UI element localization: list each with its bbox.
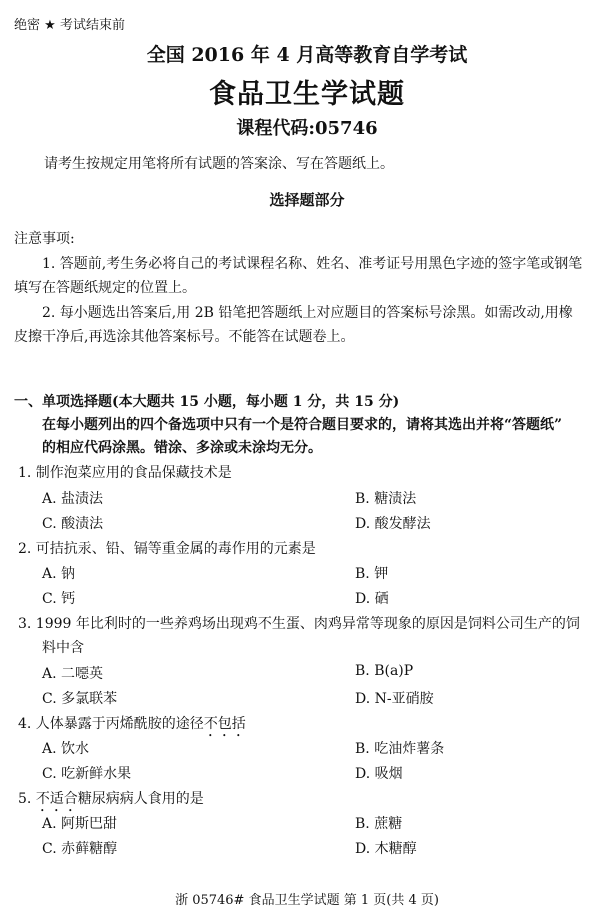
q3-option-c: C. 多氯联苯 — [42, 691, 118, 707]
q2-option-a: A. 钠 — [42, 566, 76, 582]
q2-option-d: D. 硒 — [355, 591, 389, 607]
q1-option-b: B. 糖渍法 — [355, 491, 417, 507]
part1-heading: 一、单项选择题(本大题共 15 小题，每小题 1 分，共 15 分) — [14, 394, 400, 410]
q5-option-c: C. 赤藓糖醇 — [42, 841, 118, 857]
q4-option-a: A. 饮水 — [42, 741, 90, 757]
exam-name: 全国 2016 年 4 月高等教育自学考试 — [146, 44, 468, 66]
question-1-stem: 1. 制作泡菜应用的食品保藏技术是 — [18, 465, 232, 481]
q3-option-d: D. N-亚硝胺 — [355, 691, 434, 707]
q5-option-b: B. 蔗糖 — [355, 816, 403, 832]
question-4-stem — [18, 713, 246, 740]
q5-option-a: A. 阿斯巴甜 — [42, 816, 118, 832]
note-2-line-2: 皮擦干净后,再选涂其他答案标号。不能答在试题卷上。 — [14, 329, 355, 345]
q4-stem-text: 4. 人体暴露于丙烯酰胺的途径 — [18, 716, 204, 732]
q3-option-b: B. B(a)P — [355, 663, 414, 679]
confidential-text: 绝密 — [14, 18, 41, 33]
before-end-text: 考试结束前 — [59, 18, 125, 33]
q2-option-b: B. 钾 — [355, 566, 389, 582]
note-2-line-1: 2. 每小题选出答案后,用 2B 铅笔把答题纸上对应题目的答案标号涂黑。如需改动,用橡 — [42, 305, 573, 321]
q4-option-d: D. 吸烟 — [355, 766, 403, 782]
notes-title: 注意事项: — [14, 231, 75, 247]
section-title: 选择题部分 — [269, 191, 345, 209]
q1-option-d: D. 酸发酵法 — [355, 516, 431, 532]
note-1-line-2: 填写在答题纸规定的位置上。 — [14, 280, 196, 296]
q4-stem-emphasis: 不包括 — [203, 716, 246, 732]
part1-desc-line-1: 在每小题列出的四个备选项中只有一个是符合题目要求的，请将其选出并将“答题纸” — [42, 417, 563, 433]
q3-option-a: A. 二噁英 — [42, 666, 104, 682]
question-3-stem-line-2: 料中含 — [42, 640, 84, 656]
course-code: 课程代码:05746 — [236, 118, 378, 139]
subject-title: 食品卫生学试题 — [209, 79, 405, 110]
q4-option-b: B. 吃油炸薯条 — [355, 741, 445, 757]
q1-option-c: C. 酸渍法 — [42, 516, 104, 532]
confidential-label — [14, 14, 125, 33]
question-5-stem — [18, 788, 204, 815]
page-footer: 浙 05746# 食品卫生学试题 第 1 页(共 4 页) — [175, 893, 439, 908]
q2-option-c: C. 钙 — [42, 591, 76, 607]
part1-desc-line-2: 的相应代码涂黑。错涂、多涂或未涂均无分。 — [42, 440, 322, 456]
instruction: 请考生按规定用笔将所有试题的答案涂、写在答题纸上。 — [44, 156, 394, 172]
star-icon: ★ — [44, 18, 56, 33]
question-2-stem: 2. 可拮抗汞、铅、镉等重金属的毒作用的元素是 — [18, 541, 316, 557]
question-3-stem-line-1: 3. 1999 年比利时的一些养鸡场出现鸡不生蛋、肉鸡异常等现象的原因是饲料公司生产的饲 — [18, 616, 580, 632]
q5-option-d: D. 木糖醇 — [355, 841, 417, 857]
note-1-line-1: 1. 答题前,考生务必将自己的考试课程名称、姓名、准考证号用黑色字迹的签字笔或钢笔 — [42, 256, 583, 272]
q1-option-a: A. 盐渍法 — [42, 491, 104, 507]
q5-stem-emphasis: 不适合 — [35, 791, 78, 807]
q5-stem-number: 5. — [18, 791, 36, 807]
q5-stem-text: 糖尿病病人食用的是 — [77, 791, 204, 807]
q4-option-c: C. 吃新鲜水果 — [42, 766, 132, 782]
